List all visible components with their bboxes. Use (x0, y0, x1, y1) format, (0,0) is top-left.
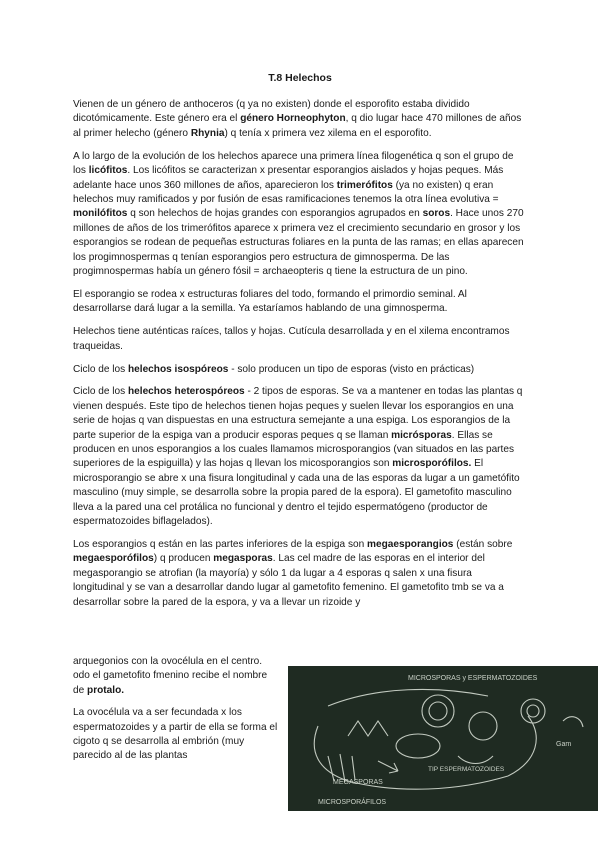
photo-label-top: MICROSPORAS y ESPERMATOZOIDES (408, 675, 538, 682)
photo-label-gam: Gam (556, 741, 572, 748)
paragraph-3: El esporangio se rodea x estructuras foliares del todo, formando el primordio seminal. Al desarrollarse dará lugar a la semilla. Ya estaríamos hablando de una gimnosperma. (73, 288, 467, 315)
photo-label-megas: MEGASPORAS (333, 779, 383, 786)
paragraph-6: Ciclo de los helechos heterospóreos - 2 tipos de esporas. Se va a mantener en todas las plantas q vienen después. Este tipo de helechos tienen hojas peques y suelen llevar los esporangios en una serie de hojas q van dispuestas en una estructura semejante a una espiga. Los esporangios de la parte superior de la espiga van a producir esporas peques q se llaman micrósporas. Ellas se producen en unos esporangios a los cuales llamamos microsporangios (van situados en las partes superiores de la espiguilla) y las hojas q llevan los micosporangios son microsporófilos. El microsporangio se abre x una fisura longitudinal y cada una de las esporas da lugar a un gametófito masculino (muy simple, se desarrolla sobre la propia pared de la espora). El gametofito masculino lleva a la pared una cel protálica no funcional y dentro el tejido espermatógeno (productor de espermatozoides biflagelados). (73, 386, 523, 528)
photo-label-micro: MICROSPORÁFILOS (318, 799, 387, 806)
page-title: T.8 Helechos (268, 72, 332, 84)
paragraph-7: Los esporangios q están en las partes inferiores de la espiga son megaesporangios (están sobre megaesporófilos) q producen megasporas. Las cel madre de las esporas en el interior del megasporangio se atrofian (la mayoría) y sólo 1 da lugar a 4 esporas q salen x una fisura longitudinal y se van a desarrollar dando lugar al gametofito femenino. El gametofito tmb se va a desarrollar sobre la pared de la espora, y va a llevar un rizoide y (73, 538, 513, 608)
paragraph-7b: arquegonios con la ovocélula en el centro. odo el gametofito fmenino recibe el nombre de protalo. (73, 656, 268, 696)
paragraph-4: Helechos tiene auténticas raíces, tallos y hojas. Cutícula desarrollada y en el xilema encontramos traqueidas. (73, 326, 510, 352)
blackboard-photo (288, 666, 598, 811)
photo-label-mid: TIP ESPERMATOZOIDES (428, 766, 505, 773)
paragraph-2: A lo largo de la evolución de los helechos aparece una primera línea filogenética q son el grupo de los licófitos. Los licófitos se caracterizan x presentar esporangios aislados y hojas peques. Más adelante hace unos 360 millones de años, aparecieron los trimerófitos (ya no existen) q eran helechos muy ramificados y por fusión de esas ramificaciones tenemos la otra línea evolutiva = monilófitos q son helechos de hojas grandes con esporangios agrupados en soros. Hace unos 270 millones de años de los trimerófitos aparece x primera vez el crecimiento secundario en grosor y los esporangios se rodean de pequeñas estructuras foliares en la punta de las ramas; en ellas aparecen los progimnospermas q tenían esporangios pero estructura de gimnosperma. De las progimnospermas había un género fósil = archaeopteris q tiene la estructura de un pino. (73, 150, 524, 277)
paragraph-5: Ciclo de los helechos isospóreos - solo producen un tipo de esporas (visto en prácticas) (73, 363, 475, 375)
paragraph-1: Vienen de un género de anthoceros (q ya no existen) donde el esporofito estaba dividido dicotómicamente. Este género era el género Horneophyton, q dio lugar hace 470 millones de años al primer helecho (género Rhynia) q tenía x primera vez xilema en el esporofito. (73, 99, 522, 139)
body-text (73, 98, 525, 619)
bottom-left-text (73, 655, 278, 772)
paragraph-8: La ovocélula va a ser fecundada x los espermatozoides y a partir de ella se forma el cigoto q se desarrolla al embrión (muy parecido al de las plantas (73, 707, 278, 762)
